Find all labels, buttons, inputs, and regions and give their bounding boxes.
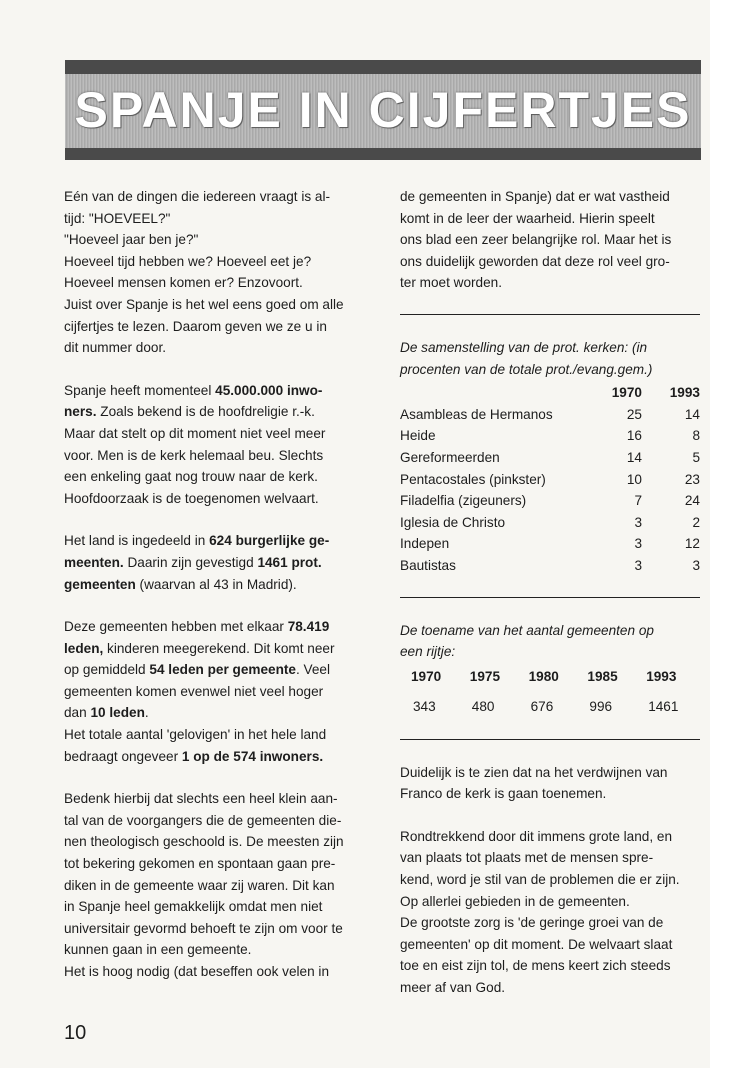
text-line: Juist over Spanje is het wel eens goed om alle (64, 296, 344, 312)
text-line: ter moet worden. (400, 275, 502, 291)
text-line: tot bekering gekomen en spontaan gaan pre- (64, 856, 336, 872)
text-run: Zoals bekend is de hoofdreligie r.-k. (96, 404, 315, 420)
text-line: Franco de kerk is gaan toenemen. (400, 786, 607, 802)
header-spacer (400, 382, 580, 404)
year-label: 1985 (587, 668, 618, 684)
emphasis: 1461 prot. (257, 554, 322, 570)
text-line: procenten van de totale prot./evang.gem.) (400, 361, 653, 377)
divider (400, 314, 700, 315)
text-line: gemeenten komen evenwel niet veel hoger (64, 683, 324, 699)
count-value: 343 (413, 698, 436, 714)
cell-1993: 3 (692, 557, 700, 573)
values-row (411, 689, 705, 719)
table1-caption (400, 337, 705, 380)
cell-1993: 23 (684, 471, 700, 487)
text-run: dan (64, 705, 91, 721)
text-line: universitair gevormd behoeft te zijn om voor te (64, 920, 343, 936)
cell-1993: 2 (692, 514, 700, 530)
cell-1970: 14 (626, 449, 642, 465)
left-column (64, 186, 364, 983)
text-run: (waarvan al 43 in Madrid). (135, 576, 297, 592)
text-line: diken in de gemeente waar zij waren. Dit kan (64, 877, 335, 893)
divider (400, 739, 700, 740)
text-line: nen theologisch geschoold is. De meesten zijn (64, 834, 344, 850)
page-edge (710, 0, 724, 1068)
text-line: Het is hoog nodig (dat beseffen ook velen in (64, 964, 330, 979)
text-run: bedraagt ongeveer (64, 748, 182, 764)
text-line: "Hoeveel jaar ben je?" (64, 232, 199, 248)
years-row (411, 665, 705, 689)
row-label: Gereformeerden (400, 449, 500, 465)
text-line: Maar dat stelt op dit moment niet veel meer (64, 425, 326, 441)
row-label: Pentacostales (pinkster) (400, 471, 546, 487)
cell-1970: 10 (626, 471, 642, 487)
year-label: 1970 (411, 668, 442, 684)
cell-1970: 25 (626, 406, 642, 422)
table-header-row (400, 382, 700, 404)
column-header-1993: 1993 (669, 385, 700, 401)
church-composition-table (400, 382, 700, 576)
table-row (400, 512, 700, 534)
column-header-1970: 1970 (611, 385, 642, 401)
emphasis: 54 leden per gemeente (149, 662, 296, 678)
divider (400, 597, 700, 598)
text-line: dit nummer door. (64, 340, 166, 356)
emphasis: 624 burgerlijke ge- (209, 533, 330, 549)
table-row (400, 404, 700, 426)
text-line: ons duidelijk geworden dat deze rol veel gro- (400, 253, 670, 269)
text-line: De toename van het aantal gemeenten op (400, 622, 654, 638)
text-run: op gemiddeld (64, 662, 150, 678)
text-run: Daarin zijn gevestigd (123, 554, 258, 570)
text-line: komt in de leer der waarheid. Hierin speelt (400, 210, 655, 226)
emphasis: 1 op de 574 inwoners. (181, 748, 324, 764)
text-line: een rijtje: (400, 644, 456, 660)
continuation-paragraph (400, 186, 705, 294)
text-line: meer af van God. (400, 980, 506, 996)
cell-1970: 3 (634, 536, 642, 552)
leaders-paragraph (64, 788, 364, 982)
text-line: een enkeling gaat nog trouw naar de kerk. (64, 469, 318, 485)
text-line: Het totale aantal 'gelovigen' in het hele land (64, 727, 327, 743)
emphasis: leden, (64, 640, 104, 656)
closing-paragraph (400, 826, 705, 999)
text-line: tijd: "HOEVEEL?" (64, 210, 171, 226)
intro-paragraph (64, 186, 364, 359)
cell-1993: 5 (692, 449, 700, 465)
emphasis: meenten. (64, 554, 124, 570)
text-run: . Veel (295, 662, 330, 678)
text-line: Op allerlei gebieden in de gemeenten. (400, 893, 630, 909)
text-line: de gemeenten in Spanje) dat er wat vastheid (400, 189, 670, 204)
title-banner (65, 60, 701, 160)
text-line: van plaats tot plaats met de mensen spre- (400, 850, 654, 866)
row-label: Heide (400, 428, 436, 444)
population-paragraph (64, 380, 364, 510)
text-line: Hoofdoorzaak is de toegenomen welvaart. (64, 490, 319, 506)
cell-1970: 7 (634, 493, 642, 509)
text-line: Eén van de dingen die iedereen vraagt is al- (64, 189, 331, 204)
text-run: . (144, 705, 149, 721)
page-number: 10 (64, 1022, 87, 1044)
row-label: Asambleas de Hermanos (400, 406, 553, 422)
table-row (400, 425, 700, 447)
table-row (400, 555, 700, 577)
row-label: Indepen (400, 536, 450, 552)
cell-1970: 3 (634, 514, 642, 530)
title-band (65, 74, 701, 148)
emphasis: 78.419 (287, 619, 330, 635)
row-label: Iglesia de Christo (400, 514, 506, 530)
cell-1993: 14 (684, 406, 700, 422)
text-line: tal van de voorgangers die de gemeenten die- (64, 812, 342, 828)
text-line: voor. Men is de kerk helemaal beu. Slechts (64, 447, 324, 463)
text-line: cijfertjes te lezen. Daarom geven we ze u in (64, 318, 327, 334)
year-label: 1993 (646, 668, 677, 684)
text-line: Hoeveel tijd hebben we? Hoeveel eet je? (64, 253, 312, 269)
row-label: Bautistas (400, 557, 456, 573)
count-value: 480 (471, 698, 495, 714)
text-line: Hoeveel mensen komen er? Enzovoort. (64, 275, 303, 291)
text-line: kunnen gaan in een gemeente. (64, 942, 252, 958)
text-line: in Spanje heel gemakkelijk omdat men niet (64, 899, 323, 915)
text-line: Duidelijk is te zien dat na het verdwijnen van (400, 764, 668, 780)
municipalities-paragraph (64, 530, 364, 595)
table-row (400, 469, 700, 491)
emphasis: 45.000.000 inwo- (215, 382, 323, 398)
text-line: ons blad een zeer belangrijke rol. Maar het is (400, 232, 672, 248)
text-line: De samenstelling van de prot. kerken: (in (400, 339, 648, 355)
table-row (400, 533, 700, 555)
count-value: 996 (589, 698, 613, 714)
emphasis: 10 leden (90, 705, 145, 721)
year-label: 1980 (528, 668, 559, 684)
cell-1970: 3 (634, 557, 642, 573)
members-paragraph (64, 616, 364, 767)
cell-1993: 12 (684, 536, 700, 552)
text-line: kend, word je stil van de problemen die er zijn. (400, 872, 680, 888)
text-run: kinderen meegerekend. Dit komt neer (103, 640, 335, 656)
text-line: Bedenk hierbij dat slechts een heel klein aan- (64, 791, 338, 807)
text-line: toe en eist zijn tol, de mens keert zich steeds (400, 958, 671, 974)
text-line: Rondtrekkend door dit immens grote land, en (400, 828, 673, 844)
emphasis: ners. (64, 404, 97, 420)
count-value: 1461 (648, 698, 679, 714)
year-label: 1975 (469, 668, 501, 684)
cell-1970: 16 (626, 428, 642, 444)
franco-paragraph (400, 762, 705, 805)
row-label: Filadelfia (zigeuners) (400, 493, 527, 509)
text-line: De grootste zorg is 'de geringe groei van de (400, 915, 664, 931)
cell-1993: 8 (692, 428, 700, 444)
text-run: Het land is ingedeeld in (64, 533, 210, 549)
page-title: SPANJE IN CIJFERTJES (74, 82, 692, 139)
emphasis: gemeenten (64, 576, 136, 592)
text-run: Deze gemeenten hebben met elkaar (64, 619, 288, 635)
cell-1993: 24 (684, 493, 700, 509)
growth-table (411, 665, 705, 719)
table-row (400, 490, 700, 512)
text-run: Spanje heeft momenteel (64, 382, 216, 398)
table-row (400, 447, 700, 469)
table2-caption (400, 620, 705, 663)
count-value: 676 (530, 698, 554, 714)
text-line: gemeenten' op dit moment. De welvaart slaat (400, 936, 673, 952)
right-column (400, 186, 705, 999)
